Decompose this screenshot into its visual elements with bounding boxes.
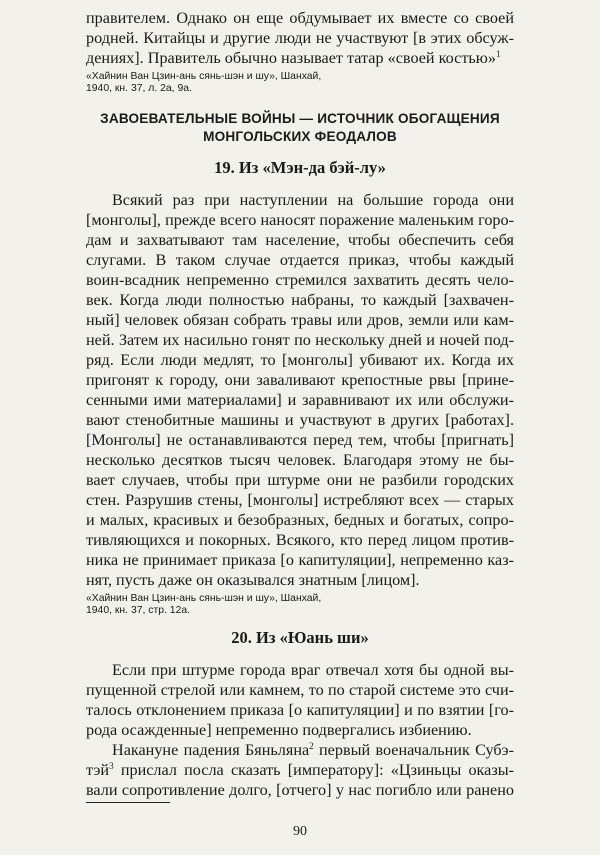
text-line: и малых, красивых и безобразных, бедных и богатых, сопро- [86,511,514,529]
text-line: несколько десятков тысяч человек. Благодаря этому не бы- [86,451,514,469]
item-19-title: 19. Из «Мэн-да бэй-лу» [214,158,386,177]
text-line: пущенной стрелой или камнем, то по старой системе это счи- [86,681,514,699]
source-citation: 1940, кн. 37, стр. 12а. [86,605,191,616]
source-citation: «Хайнин Ван Цзин-ань сянь-шэн и шу», Шанхай, [86,593,322,604]
text-line: [монголы], прежде всего наносят поражение маленьким горо- [86,211,514,229]
text-line: Если при штурме города враг отвечал хотя бы одной вы- [112,661,514,679]
section-heading: МОНГОЛЬСКИХ ФЕОДАЛОВ [203,129,397,144]
text-line: ника не принимает приказа [о капитуляции], непременно каз- [86,551,514,569]
text-line: дам и захватывают там население, чтобы обеспечить себя [86,231,514,249]
text-line: пригонят к городу, они заваливают крепостные рвы [прине- [86,371,514,389]
section-heading: ЗАВОЕВАТЕЛЬНЫЕ ВОЙНЫ — ИСТОЧНИК ОБОГАЩЕНИЯ [100,111,500,126]
text-line: рода осажденные] непременно подвергались избиению. [86,721,472,739]
text-line: правителем. Однако он еще обдумывает их вместе со своей [86,9,514,27]
text-line: стен. Разрушив стены, [монголы] истребляют всех — старых [86,491,514,509]
text-line: Накануне падения Бяньляна$^2$ первый военачальник Субэ- [112,741,514,759]
text-line: ный] человек обязан собрать травы или дров, земли или кам- [86,311,514,329]
text-line: тэй$^3$ прислал посла сказать [императору]: «Цзиньцы оказы- [86,761,514,779]
text-line: вали сопротивление долго, [отчего] у нас погибло или ранено [86,781,514,799]
source-citation: «Хайнин Ван Цзин-ань сянь-шэн и шу», Шанхай, [86,71,322,82]
text-line: [Монголы] не останавливаются перед тем, чтобы [пригнать] [86,431,514,449]
text-line: тивляющихся и покорных. Всякого, кто перед лицом против- [86,531,514,549]
text-line: вает случаев, чтобы при штурме они не разбили городских [86,471,514,489]
text-line: ряд. Если люди медлят, то [монголы] убивают их. Когда их [86,351,514,369]
source-citation: 1940, кн. 37, л. 2а, 9а. [86,83,192,94]
text-line: век. Когда люди полностью набраны, то каждый [захвачен- [86,291,514,309]
text-line: вают стенобитные машины и участвуют в других [работах]. [86,411,514,429]
text-line: воин-всадник непременно стремился захватить десять чело- [86,271,514,289]
footnote-rule [86,802,170,803]
footnote-ref[interactable]: 2 [309,741,314,751]
text-line: Всякий раз при наступлении на большие города они [112,191,514,209]
text-line: дениях]. Правитель обычно называет татар «своей костью»$^1$ [86,49,501,67]
item-20-title: 20. Из «Юань ши» [231,628,369,647]
text-line: родней. Китайцы и другие люди не участвуют [в этих обсуж- [86,29,514,47]
text-line: нят, пусть даже он оказывался знатным [лицом]. [86,571,420,589]
text-line: талось отклонением приказа [о капитуляции] и по взятии [го- [86,701,514,719]
text-line: сенными ими материалами] и заравнивают их или обслужи- [86,391,514,409]
text-line: слугами. В таком случае отдается приказ, чтобы каждый [86,251,514,269]
text-line: ней. Затем их насильно гонят по нескольку дней и ночей под- [86,331,514,349]
footnote-ref[interactable]: 1 [496,49,501,59]
page-number: 90 [293,824,307,839]
footnote-ref[interactable]: 3 [109,761,114,771]
